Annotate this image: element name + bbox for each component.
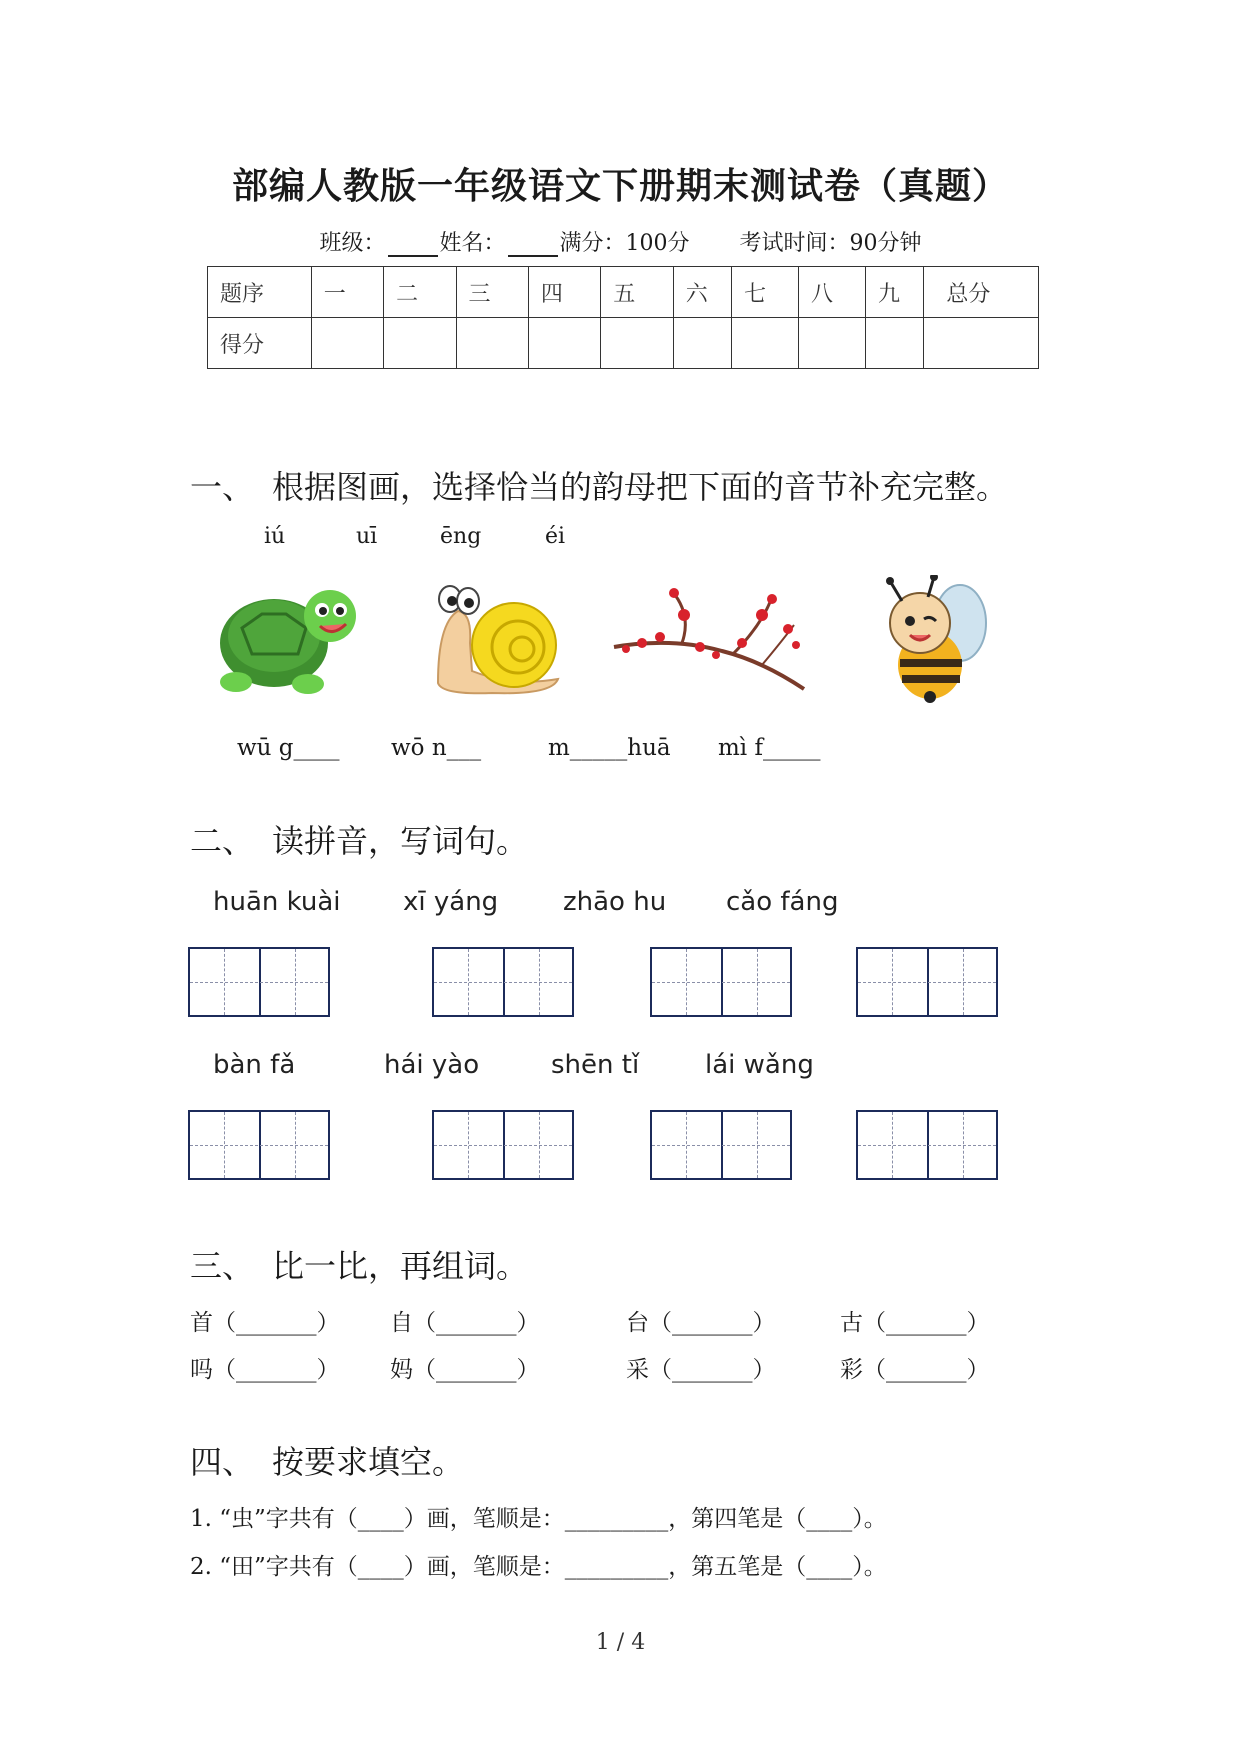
section4-title: 按要求填空。	[272, 1443, 465, 1481]
section2-title: 读拼音，写词句。	[272, 822, 529, 860]
exam-time: 考试时间：90分钟	[739, 231, 922, 256]
compare-word-blank[interactable]: 采（_______）	[626, 1357, 776, 1383]
score-cell[interactable]	[311, 318, 383, 369]
score-header-cell: 七	[732, 267, 799, 318]
score-row-label: 得分	[208, 318, 312, 369]
rhyme-option: uī	[356, 524, 378, 549]
name-label: 姓名：	[439, 231, 506, 256]
score-cell[interactable]	[456, 318, 528, 369]
score-cell[interactable]	[673, 318, 731, 369]
section2-number: 二、	[190, 822, 255, 860]
score-cell[interactable]	[924, 318, 1039, 369]
score-header-cell: 八	[799, 267, 866, 318]
score-row	[208, 318, 1039, 369]
pinyin-word: lái wǎng	[705, 1050, 814, 1080]
compare-word-blank[interactable]: 自（_______）	[390, 1310, 540, 1336]
syllable-blank[interactable]: m_____huā	[548, 735, 671, 761]
pinyin-word: huān kuài	[213, 887, 341, 917]
compare-word-blank[interactable]: 妈（_______）	[390, 1357, 540, 1383]
score-header-cell: 题序	[208, 267, 312, 318]
compare-word-blank[interactable]: 吗（_______）	[190, 1357, 340, 1383]
pinyin-word: cǎo fáng	[726, 887, 839, 917]
writing-grid[interactable]	[188, 947, 330, 1017]
pinyin-word: bàn fǎ	[213, 1050, 296, 1080]
score-header-cell: 四	[528, 267, 600, 318]
syllable-blank[interactable]: mì f_____	[718, 735, 821, 761]
writing-grid[interactable]	[856, 1110, 998, 1180]
score-table	[207, 266, 1039, 369]
page-title: 部编人教版一年级语文下册期末测试卷（真题）	[231, 165, 1009, 207]
plum-blossom-image	[612, 585, 807, 697]
score-header-cell: 三	[456, 267, 528, 318]
pinyin-word: xī yáng	[403, 887, 499, 917]
score-cell[interactable]	[732, 318, 799, 369]
score-cell[interactable]	[528, 318, 600, 369]
score-header-cell: 一	[311, 267, 383, 318]
section1-heading	[190, 462, 1008, 508]
writing-grid[interactable]	[650, 947, 792, 1017]
rhyme-option: iú	[264, 524, 286, 549]
section4-number: 四、	[190, 1443, 255, 1481]
turtle-image	[212, 578, 362, 700]
compare-word-blank[interactable]: 首（_______）	[190, 1310, 340, 1336]
section3-number: 三、	[190, 1247, 255, 1285]
pinyin-word: zhāo hu	[563, 887, 667, 917]
section3-heading	[190, 1241, 528, 1287]
compare-word-blank[interactable]: 彩（_______）	[840, 1357, 990, 1383]
compare-word-blank[interactable]: 古（_______）	[840, 1310, 990, 1336]
section1-title: 根据图画，选择恰当的韵母把下面的音节补充完整。	[272, 468, 1009, 506]
class-blank[interactable]	[388, 233, 438, 257]
writing-grid[interactable]	[432, 947, 574, 1017]
score-cell[interactable]	[384, 318, 456, 369]
writing-grid[interactable]	[856, 947, 998, 1017]
class-label: 班级：	[319, 231, 386, 256]
writing-grid[interactable]	[188, 1110, 330, 1180]
rhyme-option: ēng	[440, 524, 482, 549]
section3-title: 比一比，再组词。	[272, 1247, 529, 1285]
score-cell[interactable]	[601, 318, 673, 369]
exam-info	[0, 226, 1241, 257]
writing-grid[interactable]	[650, 1110, 792, 1180]
section4-heading	[190, 1437, 464, 1483]
score-cell[interactable]	[866, 318, 924, 369]
fill-item[interactable]: 1. “虫”字共有（____）画，笔顺是：_________，第四笔是（____）。	[190, 1506, 887, 1532]
score-header-cell: 五	[601, 267, 673, 318]
score-cell[interactable]	[799, 318, 866, 369]
snail-image	[432, 583, 562, 698]
score-header-cell: 总分	[924, 267, 1039, 318]
name-blank[interactable]	[508, 233, 558, 257]
score-header-cell: 二	[384, 267, 456, 318]
score-header-row	[208, 267, 1039, 318]
bee-image	[868, 575, 993, 705]
compare-word-blank[interactable]: 台（_______）	[626, 1310, 776, 1336]
score-header-cell: 九	[866, 267, 924, 318]
syllable-blank[interactable]: wū g____	[237, 735, 340, 761]
full-score: 满分：100分	[559, 231, 690, 256]
rhyme-option: éi	[545, 524, 566, 549]
score-header-cell: 六	[673, 267, 731, 318]
section1-number: 一、	[190, 468, 255, 506]
fill-item[interactable]: 2. “田”字共有（____）画，笔顺是：_________，第五笔是（____）。	[190, 1554, 887, 1580]
syllable-blank[interactable]: wō n___	[391, 735, 482, 761]
page-number: 1 / 4	[595, 1630, 646, 1655]
writing-grid[interactable]	[432, 1110, 574, 1180]
section2-heading	[190, 816, 528, 862]
pinyin-word: hái yào	[384, 1050, 480, 1080]
pinyin-word: shēn tǐ	[551, 1050, 640, 1080]
